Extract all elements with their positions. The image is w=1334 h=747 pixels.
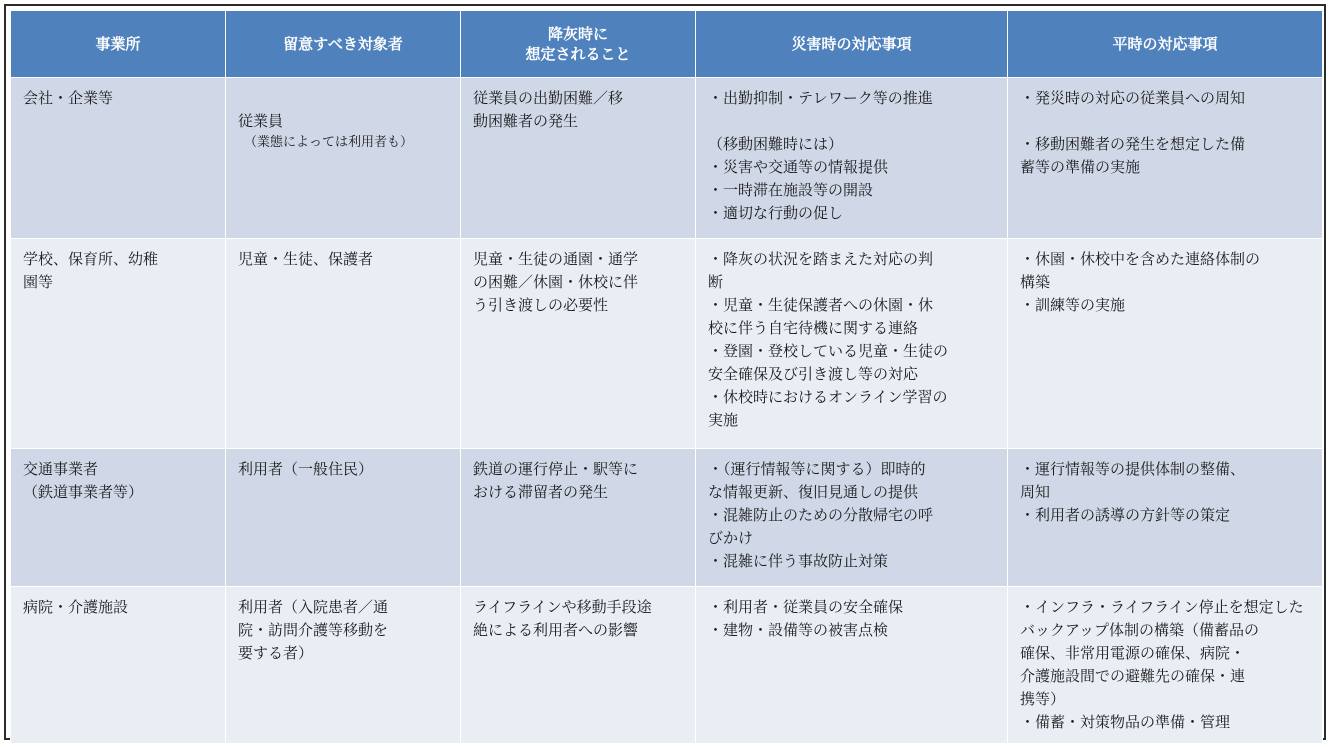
header-target: 留意すべき対象者 (226, 11, 461, 78)
cell-target-note: （業態によっては利用者も） (244, 135, 414, 150)
table-row (11, 239, 1323, 449)
cell-target: 利用者（入院患者／通 院・訪問介護等移動を 要する者） (226, 587, 461, 744)
header-row (11, 11, 1323, 78)
cell-normal-response: ・休園・休校中を含めた連絡体制の 構築 ・訓練等の実施 (1008, 239, 1323, 449)
cell-office: 交通事業者 （鉄道事業者等） (11, 449, 226, 587)
cell-disaster-response: ・降灰の状況を踏まえた対応の判 断 ・児童・生徒保護者への休園・休 校に伴う自宅待機に関する連絡 ・登園・登校している児童・生徒の 安全確保及び引き渡し等の対応 ・休校時におけるオンライン学習の 実施 (696, 239, 1008, 449)
table-row (11, 449, 1323, 587)
cell-disaster-response: ・（運行情報等に関する）即時的 な情報更新、復旧見通しの提供 ・混雑防止のための分散帰宅の呼 びかけ ・混雑に伴う事故防止対策 (696, 449, 1008, 587)
response-measures-table (10, 10, 1323, 744)
cell-normal-response: ・運行情報等の提供体制の整備、 周知 ・利用者の誘導の方針等の策定 (1008, 449, 1323, 587)
cell-expected: 児童・生徒の通園・通学 の困難／休園・休校に伴 う引き渡しの必要性 (461, 239, 696, 449)
cell-disaster-response: ・利用者・従業員の安全確保 ・建物・設備等の被害点検 (696, 587, 1008, 744)
cell-disaster-response: ・出勤抑制・テレワーク等の推進 （移動困難時には） ・災害や交通等の情報提供 ・一時滞在施設等の開設 ・適切な行動の促し (696, 78, 1008, 239)
header-expected: 降灰時に 想定されること (461, 11, 696, 78)
cell-target (226, 78, 461, 239)
cell-target: 利用者（一般住民） (226, 449, 461, 587)
cell-target: 児童・生徒、保護者 (226, 239, 461, 449)
cell-normal-response: ・インフラ・ライフライン停止を想定した バックアップ体制の構築（備蓄品の 確保、非常用電源の確保、病院・ 介護施設間での避難先の確保・連 携等） ・備蓄・対策物品の準備・管理 (1008, 587, 1323, 744)
cell-expected: ライフラインや移動手段途 絶による利用者への影響 (461, 587, 696, 744)
header-disaster-response: 災害時の対応事項 (696, 11, 1008, 78)
cell-office: 会社・企業等 (11, 78, 226, 239)
cell-normal-response: ・発災時の対応の従業員への周知 ・移動困難者の発生を想定した備 蓄等の準備の実施 (1008, 78, 1323, 239)
table-frame (4, 4, 1326, 740)
cell-target-main: 従業員 (238, 112, 284, 130)
header-normal-response: 平時の対応事項 (1008, 11, 1323, 78)
table-row (11, 587, 1323, 744)
cell-office: 病院・介護施設 (11, 587, 226, 744)
header-office: 事業所 (11, 11, 226, 78)
cell-office: 学校、保育所、幼稚 園等 (11, 239, 226, 449)
cell-expected: 鉄道の運行停止・駅等に おける滞留者の発生 (461, 449, 696, 587)
table-row (11, 78, 1323, 239)
cell-expected: 従業員の出勤困難／移 動困難者の発生 (461, 78, 696, 239)
